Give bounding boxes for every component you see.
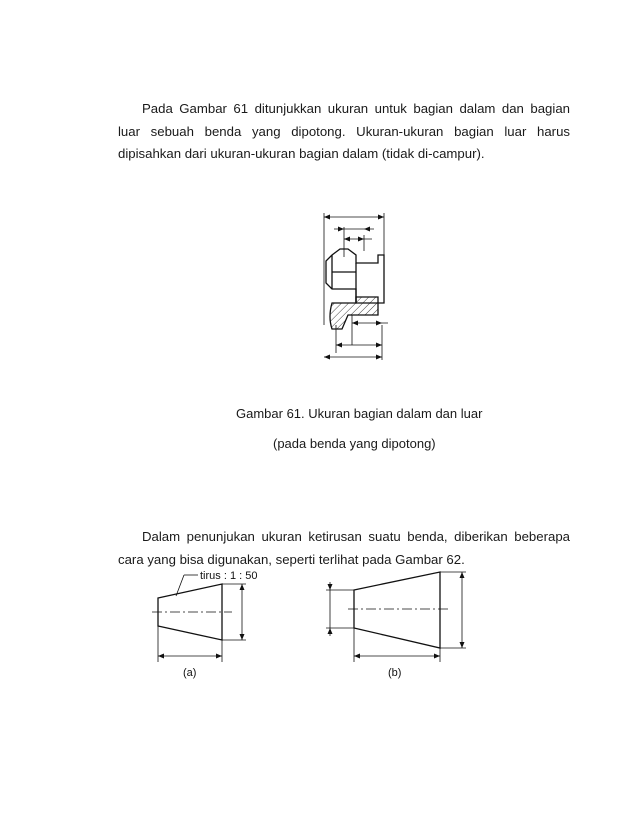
paragraph-taper-dimensioning — [118, 526, 570, 571]
paragraph-1-text: Pada Gambar 61 ditunjukkan ukuran untuk bagian dalam dan bagian luar sebuah benda yang dipotong. Ukuran-ukuran bagian luar harus dipisahkan dari ukuran-ukuran bagian dalam (tidak di-campur). — [118, 101, 570, 161]
taper-ratio-label: tirus : 1 : 50 — [200, 570, 258, 582]
figure-61-caption-line-1: Gambar 61. Ukuran bagian dalam dan luar — [236, 406, 483, 421]
figure-61-caption-line-2: (pada benda yang dipotong) — [273, 436, 436, 451]
figure-62b-taper-drawing — [322, 566, 482, 681]
paragraph-2-text: Dalam penunjukan ukuran ketirusan suatu benda, diberikan beberapa cara yang bisa digunakan, seperti terlihat pada Gambar 62. — [118, 529, 570, 567]
figure-62a-label: (a) — [183, 667, 197, 679]
figure-61-sectioned-part-drawing — [312, 205, 412, 365]
figure-62b-label: (b) — [388, 667, 402, 679]
paragraph-outer-inner-dimensions — [118, 98, 570, 166]
figure-62a-taper-drawing — [150, 566, 270, 681]
